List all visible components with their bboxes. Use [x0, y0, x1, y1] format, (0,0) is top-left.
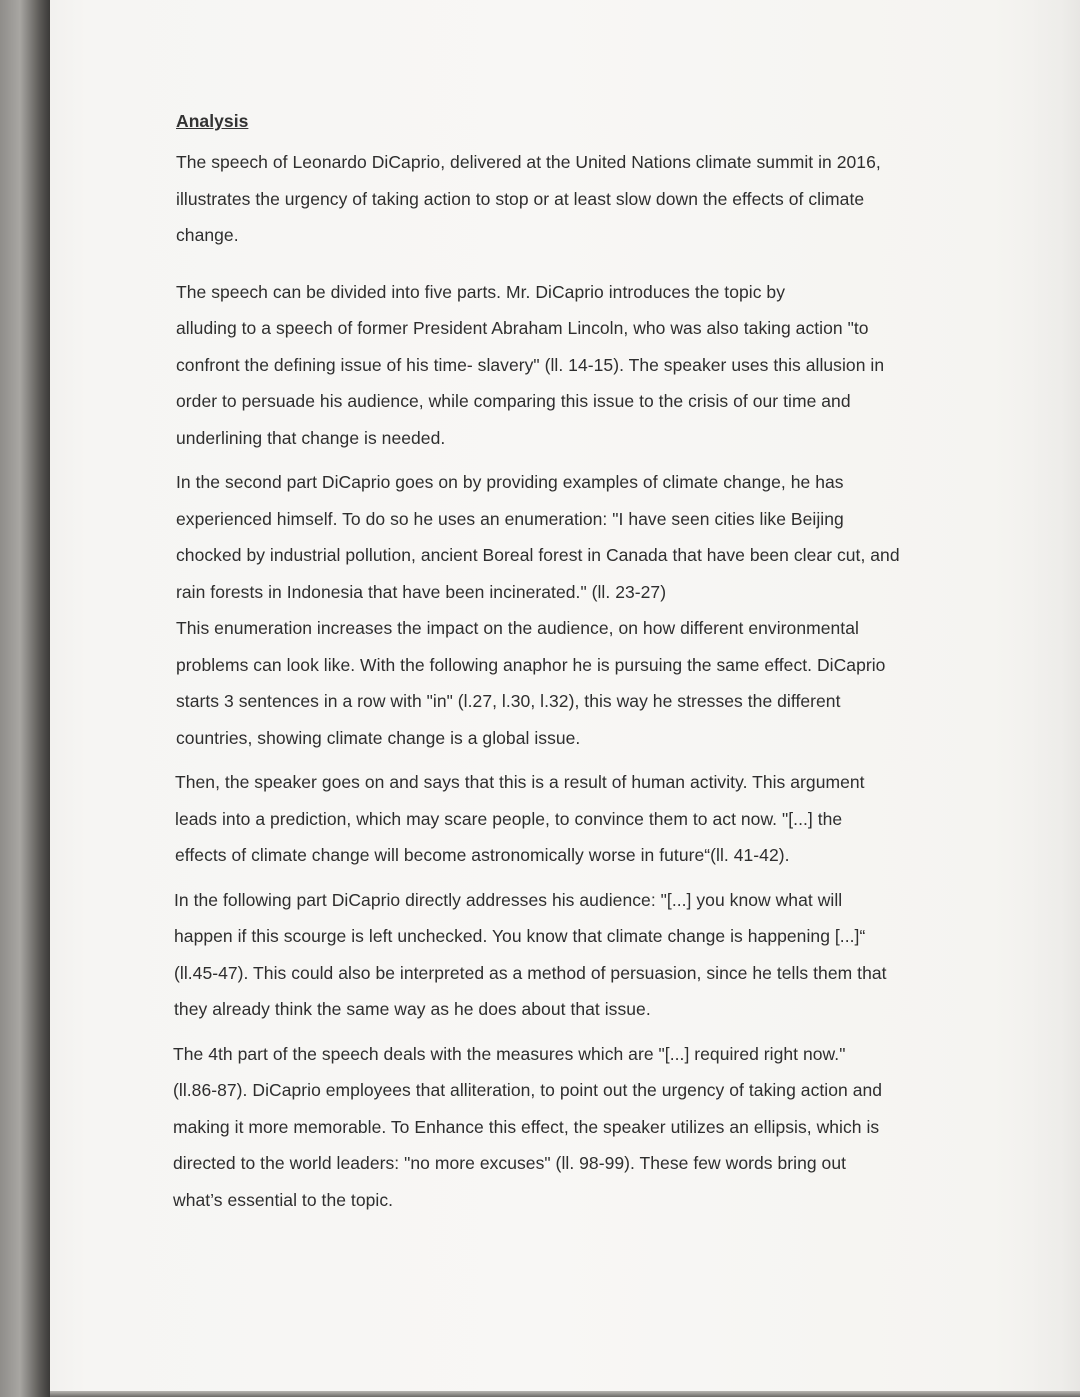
paragraph-audience: [174, 882, 936, 1028]
text-line: directed to the world leaders: "no more excuses" (ll. 98-99). These few words bring out: [173, 1153, 847, 1173]
text-line: The speech of Leonardo DiCaprio, delivered at the United Nations climate summit in 2016,: [176, 152, 881, 172]
paragraph-human-activity: [175, 764, 936, 874]
text-line: (ll.45-47). This could also be interpreted as a method of persuasion, since he tells them that: [174, 962, 887, 983]
page-right-edge: [1032, 0, 1080, 1397]
text-line: problems can look like. With the following anaphor he is pursuing the same effect. DiCaprio: [176, 654, 886, 675]
text-line: The 4th part of the speech deals with the measures which are "[...] required right now.": [173, 1043, 846, 1064]
text-line: This enumeration increases the impact on the audience, on how different environmental: [176, 618, 859, 638]
text-line: happen if this scourge is left unchecked. You know that climate change is happening [...]“: [174, 926, 866, 946]
text-line: countries, showing climate change is a global issue.: [176, 727, 581, 748]
text-line: alluding to a speech of former President Abraham Lincoln, who was also taking action "to: [176, 318, 869, 338]
text-line: change.: [176, 225, 239, 245]
paragraph-intro: [176, 144, 936, 254]
paragraph-measures: [173, 1036, 936, 1219]
document-body: [173, 108, 936, 1218]
text-line: order to persuade his audience, while comparing this issue to the crisis of our time and: [176, 391, 851, 411]
text-line: starts 3 sentences in a row with "in" (l.27, l.30, l.32), this way he stresses the different: [176, 691, 841, 711]
text-line: The speech can be divided into five parts. Mr. DiCaprio introduces the topic by: [176, 281, 785, 302]
page-bottom-edge-shadow: [50, 1391, 1080, 1397]
text-line: experienced himself. To do so he uses an enumeration: "I have seen cities like Beijing: [176, 508, 844, 529]
text-line: making it more memorable. To Enhance this effect, the speaker utilizes an ellipsis, which is: [173, 1116, 880, 1137]
text-line: underlining that change is needed.: [176, 427, 446, 448]
paragraph-structure: [176, 274, 936, 457]
text-line: effects of climate change will become astronomically worse in future“(ll. 41-42).: [175, 845, 790, 865]
text-line: In the second part DiCaprio goes on by providing examples of climate change, he has: [176, 472, 844, 492]
text-line: what’s essential to the topic.: [173, 1189, 394, 1210]
text-line: chocked by industrial pollution, ancient Boreal forest in Canada that have been clear cut, and: [176, 545, 900, 565]
text-line: (ll.86-87). DiCaprio employees that alliteration, to point out the urgency of taking action and: [173, 1080, 883, 1100]
text-line: they already think the same way as he does about that issue.: [174, 999, 651, 1019]
text-line: confront the defining issue of his time- slavery" (ll. 14-15). The speaker uses this allusion in: [176, 354, 885, 375]
section-heading: Analysis: [176, 111, 249, 131]
text-line: illustrates the urgency of taking action to stop or at least slow down the effects of climate: [176, 188, 865, 209]
text-line: Then, the speaker goes on and says that this is a result of human activity. This argument: [175, 772, 865, 792]
text-line: leads into a prediction, which may scare people, to convince them to act now. "[...] the: [175, 808, 843, 829]
paragraph-examples: [176, 464, 936, 756]
page-left-edge-shadow: [0, 0, 50, 1397]
text-line: In the following part DiCaprio directly addresses his audience: "[...] you know what will: [174, 889, 843, 910]
text-line: rain forests in Indonesia that have been incinerated." (ll. 23-27): [176, 581, 667, 602]
